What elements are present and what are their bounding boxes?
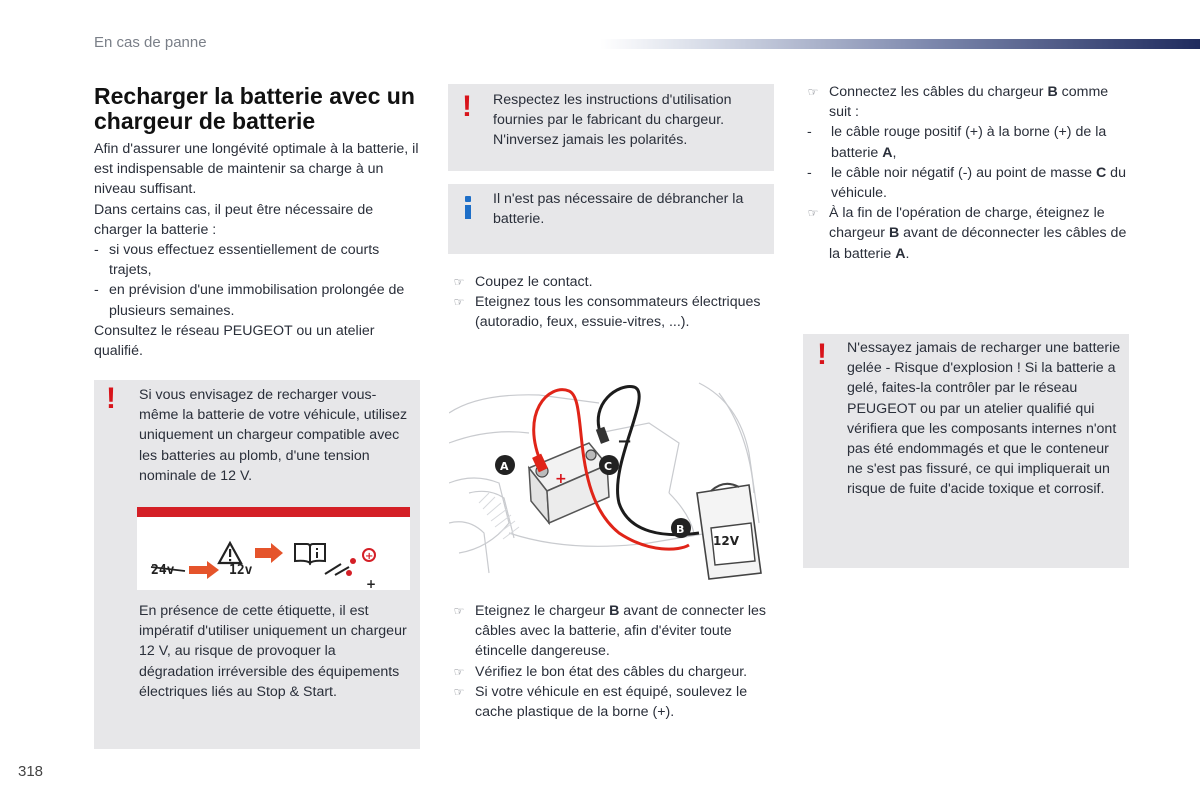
section-title: Recharger la batterie avec un chargeur de batterie	[94, 83, 415, 134]
steps-top-list	[449, 272, 773, 333]
voltage-label-sticker	[137, 507, 410, 590]
intro-block	[94, 139, 424, 361]
charger-voltage-label: 12V	[713, 534, 739, 548]
connect-list	[803, 82, 1133, 122]
callout-b-label: B	[676, 523, 685, 536]
exclamation-icon: !	[817, 338, 827, 371]
steps-bottom-list	[449, 601, 775, 722]
cable-order-list	[803, 122, 1133, 203]
charger-shape	[697, 484, 761, 579]
warning-box-polarity	[448, 84, 774, 171]
info-text: Il n'est pas nécessaire de débrancher la batterie.	[493, 191, 744, 228]
diagram-minus-sign: −	[617, 431, 633, 452]
header-decorative-bar	[600, 39, 1200, 49]
label-12v: 12v	[229, 563, 253, 578]
svg-text:+: +	[366, 577, 377, 590]
hand-pointer-icon: ☞	[453, 604, 465, 618]
callout-a-label: A	[500, 460, 509, 473]
list-item: ☞ Eteignez le chargeur B avant de connecter les câbles avec la batterie, afin d'éviter toute étincelle dangereuse.	[449, 601, 775, 662]
list-item: ☞ Coupez le contact.	[449, 272, 773, 292]
callout-b	[671, 518, 691, 538]
orange-arrow-icon	[255, 543, 283, 563]
warning-text: Respectez les instructions d'utilisation fournies par le fabricant du chargeur. N'inversez jamais les polarités.	[493, 92, 732, 149]
list-item: ☞ Connectez les câbles du chargeur B comme suit :	[803, 82, 1133, 122]
running-header: En cas de panne	[94, 34, 207, 51]
list-item: - le câble rouge positif (+) à la borne (+) de la batterie A,	[803, 122, 1133, 162]
ref-a: A	[882, 144, 893, 161]
list-item: - en prévision d'une immobilisation prolongée de plusieurs semaines.	[94, 280, 424, 320]
ref-a: A	[895, 245, 906, 262]
exclamation-icon: !	[106, 382, 116, 415]
label-24v: 24v	[151, 563, 175, 578]
warning-text: N'essayez jamais de recharger une batterie gelée - Risque d'explosion ! Si la batterie a gelé, faites-la contrôler par le réseau PEUGEOT ou par un atelier qualifié qui vérifiera que les composants internes n'ont pas été endommagés et que le conteneur ne s'est pas fissuré, ce qui impliquerait un risque de fuite d'acide toxique et corrosif.	[847, 340, 1121, 498]
list-item: ☞ À la fin de l'opération de charge, éteignez le chargeur B avant de déconnecter les câbles de la batterie A.	[803, 203, 1133, 264]
diagram-plus-sign: +	[555, 471, 567, 487]
intro-paragraph-1: Afin d'assurer une longévité optimale à la batterie, il est indispensable de maintenir sa charge à un niveau suffisant.	[94, 141, 419, 198]
callout-c-label: C	[604, 460, 613, 473]
ref-b: B	[609, 603, 620, 619]
hand-pointer-icon: ☞	[807, 85, 819, 99]
intro-paragraph-2: Dans certains cas, il peut être nécessaire de charger la batterie :	[94, 201, 374, 238]
consult-paragraph: Consultez le réseau PEUGEOT ou un atelier qualifié.	[94, 322, 375, 360]
connect-instructions	[803, 82, 1133, 264]
orange-arrow-small-icon	[189, 561, 219, 579]
end-list	[803, 203, 1133, 264]
callout-a	[495, 455, 515, 475]
svg-text:+: +	[365, 551, 374, 562]
hand-pointer-icon: ☞	[453, 275, 465, 289]
ref-c: C	[1095, 164, 1107, 181]
page-number: 318	[18, 763, 44, 780]
list-item: ☞ Eteignez tous les consommateurs électriques (autoradio, feux, essuie-vitres, ...).	[449, 292, 773, 332]
warning-box-frozen	[803, 334, 1129, 568]
hand-pointer-icon: ☞	[807, 206, 819, 221]
exclamation-icon: !	[462, 90, 472, 123]
charging-diagram	[449, 373, 775, 583]
list-item: - le câble noir négatif (-) au point de masse C du véhicule.	[803, 163, 1133, 203]
list-item: - si vous effectuez essentiellement de courts trajets,	[94, 240, 424, 280]
list-item: ☞ Si votre véhicule en est équipé, soulevez le cache plastique de la borne (+).	[449, 682, 775, 722]
list-item: ☞ Vérifiez le bon état des câbles du chargeur.	[449, 662, 775, 682]
hand-pointer-icon: ☞	[453, 295, 465, 310]
ref-b: B	[888, 225, 900, 242]
hand-pointer-icon: ☞	[453, 684, 465, 699]
info-box-battery	[448, 184, 774, 254]
sticker-graphics	[137, 507, 410, 590]
info-icon	[465, 205, 471, 219]
cases-list	[94, 240, 424, 321]
warning-text: Si vous envisagez de recharger vous-même la batterie de votre véhicule, utilisez uniquement un chargeur compatible avec les batteries au plomb, d'une tension nominale de 12 V.	[139, 387, 408, 484]
ref-b: B	[1047, 84, 1058, 100]
warning-box-charger	[94, 380, 420, 749]
jump-cable-icon	[325, 549, 376, 590]
triangle-warning-icon	[219, 543, 241, 563]
callout-c	[599, 455, 619, 475]
info-icon-dot	[465, 196, 471, 202]
label-note-text: En présence de cette étiquette, il est impératif d'utiliser uniquement un chargeur 12 V, au risque de provoquer la dégradation irréversible des équipements électriques liés au Stop & Start.	[139, 603, 407, 700]
hand-pointer-icon: ☞	[453, 664, 465, 679]
manual-book-icon	[295, 544, 325, 563]
